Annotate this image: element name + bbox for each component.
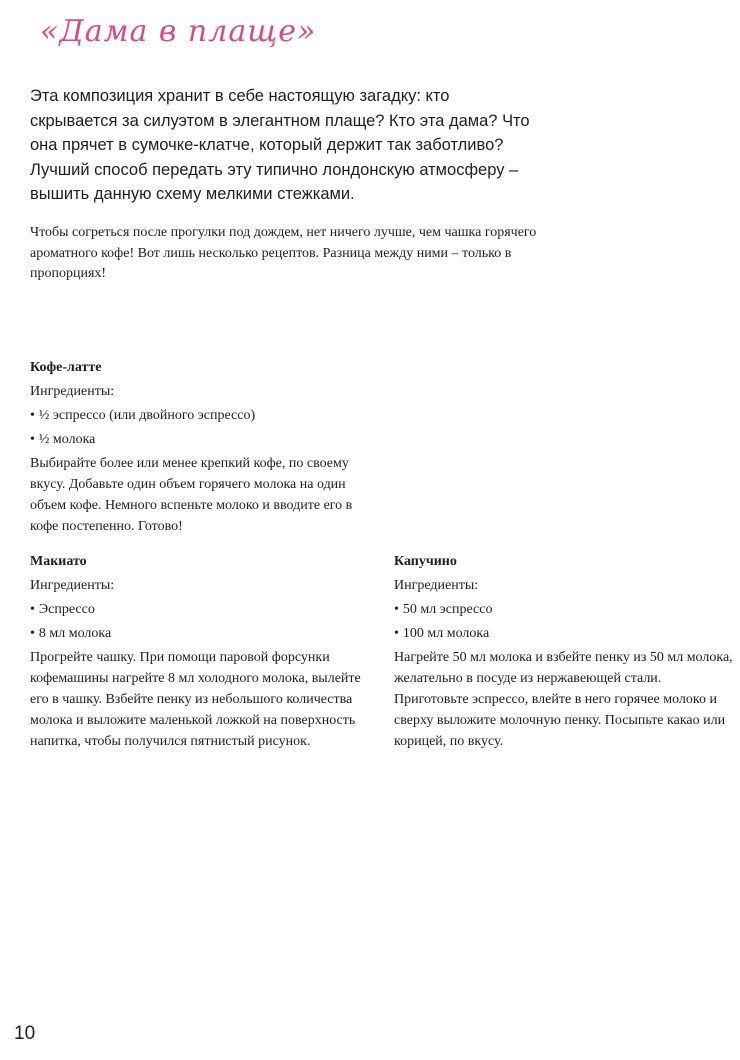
ingredient-item [30,623,375,644]
bullet-icon: • [394,626,399,641]
bullet-icon: • [30,432,35,447]
recipe-latte [30,357,375,537]
ingredient-text: ½ молока [38,432,96,447]
recipe-makiato [30,551,375,752]
ingredient-item [30,599,375,620]
ingredient-text: ½ эспрессо (или двойного эспрессо) [38,408,256,423]
bullet-icon: • [30,408,35,423]
intro-paragraph: Эта композиция хранит в себе настоящую загадку: кто скрывается за силуэтом в элегантном плаще? Кто эта дама? Что она прячет в сумочке-клатче, который держит так заботливо? Лучший способ передать эту типично лондонскую атмосферу – вышить данную схему мелкими стежками. [30,87,530,203]
recipe-cappuccino [394,551,734,752]
page-number: 10 [14,1023,36,1044]
ingredient-text: 8 мл молока [38,626,112,641]
page-title: «Дама в плаще» [40,14,317,49]
ingredient-text: 100 мл молока [402,626,490,641]
recipe-title: Макиато [30,554,87,569]
recipe-title: Капучино [394,554,457,569]
ingredient-item [30,405,375,426]
recipe-title: Кофе-латте [30,360,102,375]
recipe-instructions: Прогрейте чашку. При помощи паровой форсунки кофемашины нагрейте 8 мл холодного молока, вылейте его в чашку. Взбейте пенку из небольшого количества молока и выложите маленькой ложкой на поверхность напитка, чтобы получился пятнистый рисунок. [30,650,361,749]
ingredients-label: Ингредиенты: [394,578,479,593]
coffee-note-paragraph: Чтобы согреться после прогулки под дождем, нет ничего лучше, чем чашка горячего ароматного кофе! Вот лишь несколько рецептов. Разница между ними – только в пропорциях! [30,225,537,281]
ingredient-item [394,623,734,644]
bullet-icon: • [30,626,35,641]
bullet-icon: • [394,602,399,617]
ingredient-item [30,429,375,450]
ingredient-text: 50 мл эспрессо [402,602,493,617]
ingredient-text: Эспрессо [38,602,95,617]
recipe-instructions: Выбирайте более или менее крепкий кофе, по своему вкусу. Добавьте один объем горячего молока на один объем кофе. Немного вспеньте молоко и вводите его в кофе постепенно. Готово! [30,456,353,534]
ingredients-label: Ингредиенты: [30,578,115,593]
recipe-instructions: Нагрейте 50 мл молока и взбейте пенку из 50 мл молока, желательно в посуде из нержавеющей стали. Приготовьте эспрессо, влейте в него горячее молоко и сверху выложите молочную пенку. Посыпьте какао или корицей, по вкусу. [394,650,733,749]
ingredient-item [394,599,734,620]
bullet-icon: • [30,602,35,617]
ingredients-label: Ингредиенты: [30,384,115,399]
